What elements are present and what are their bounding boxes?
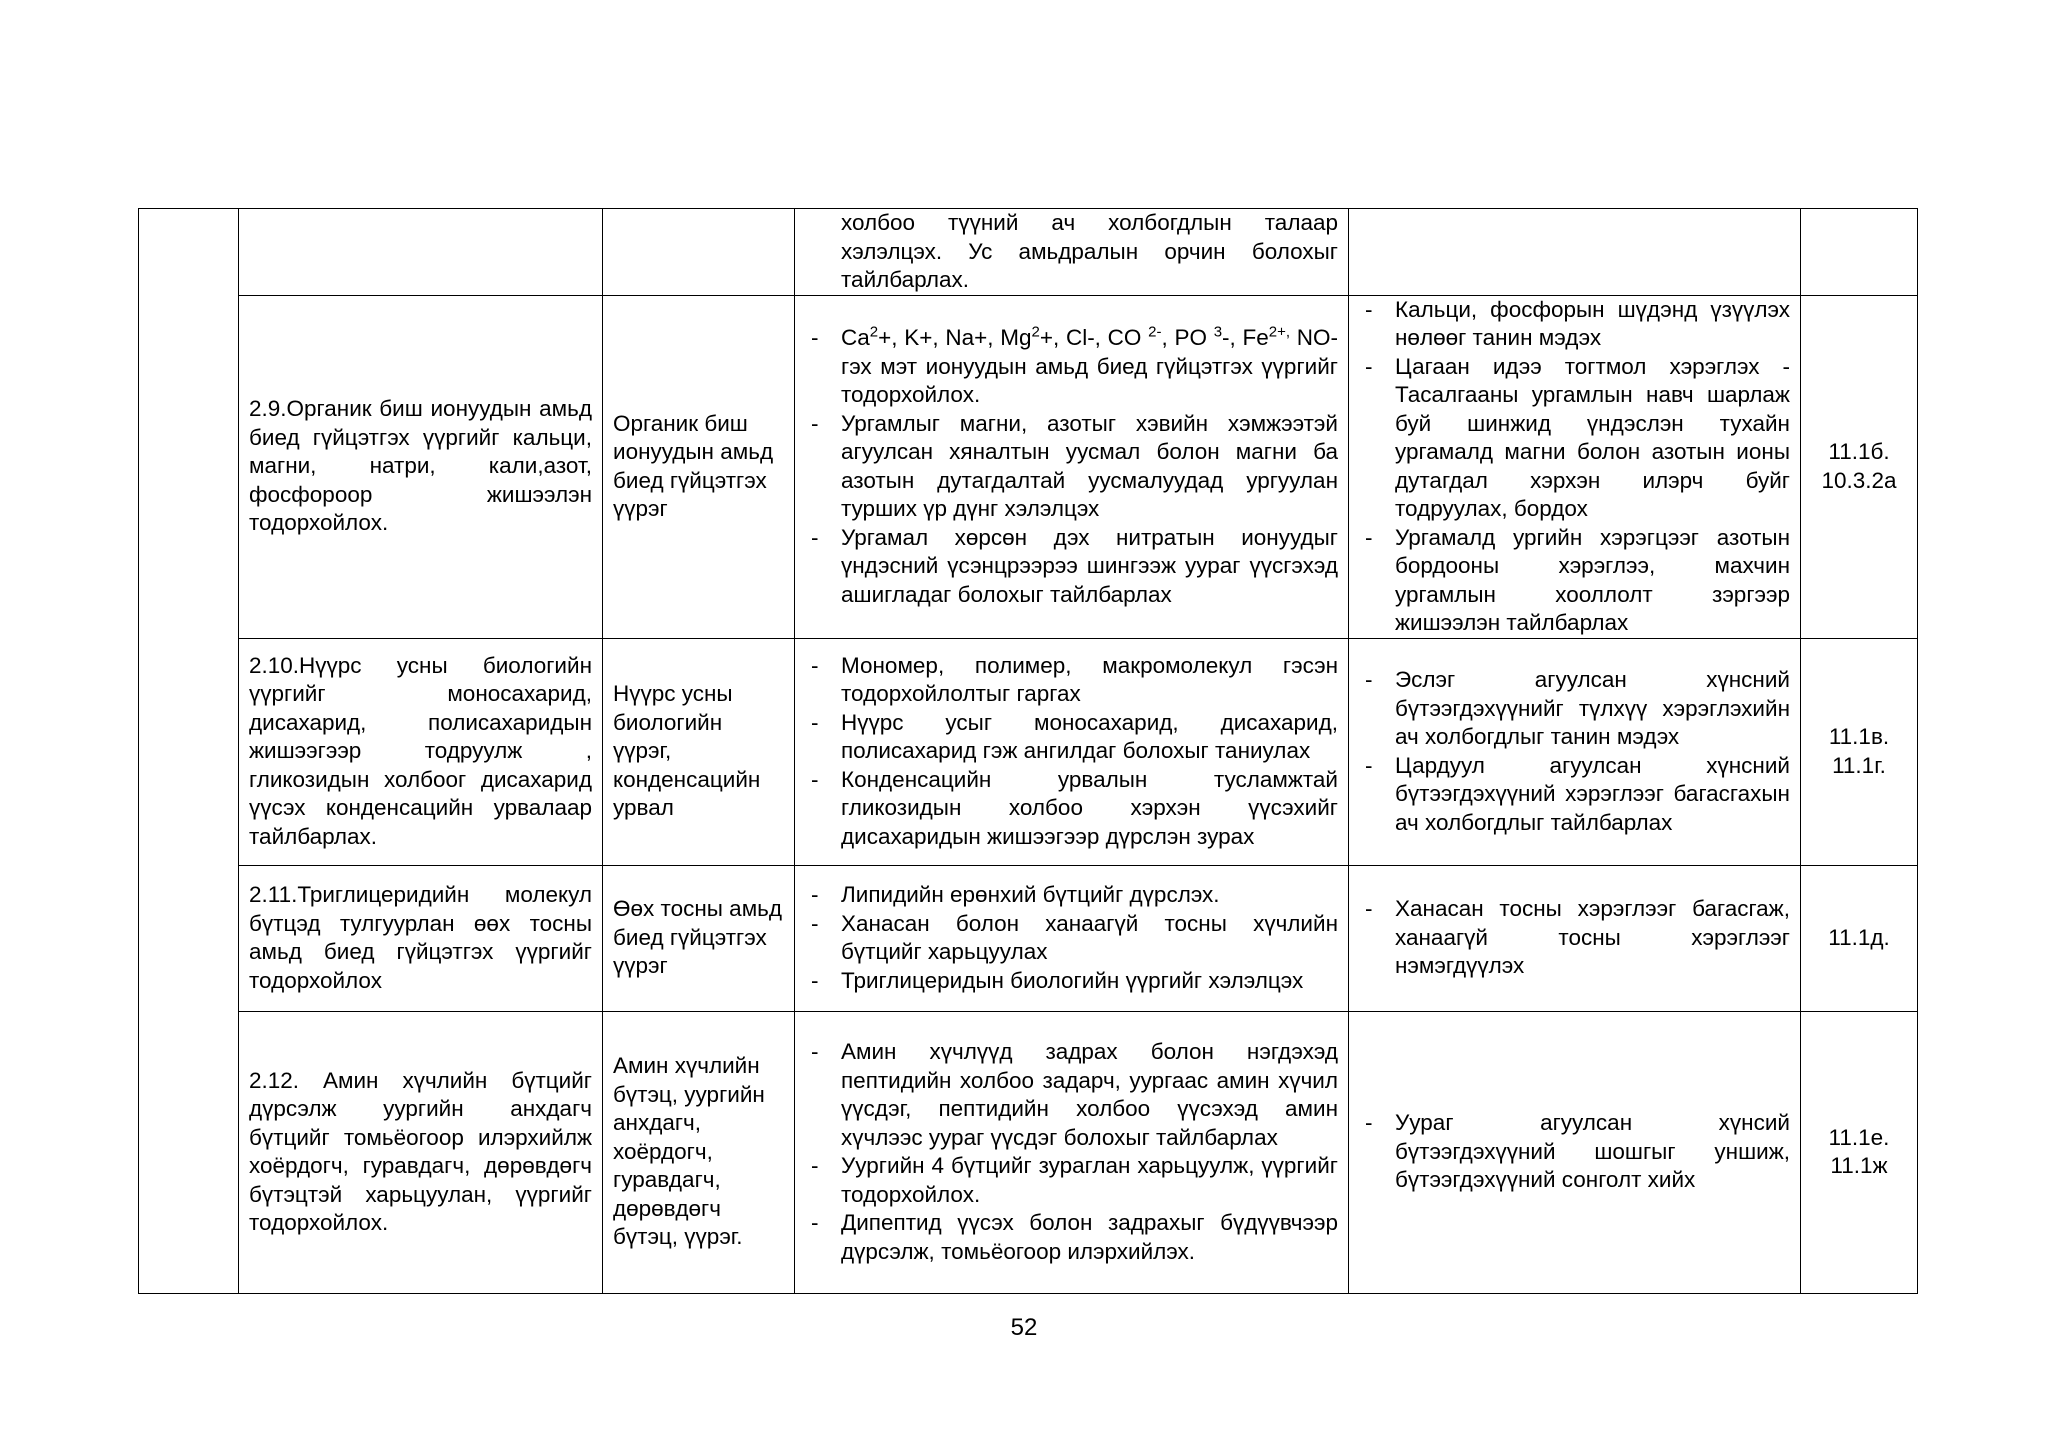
activity-item: - Триглицеридын биологийн үүргийг хэлэлцэх: [805, 967, 1338, 996]
application-item: - Уураг агуулсан хүнсий бүтээгдэхүүний шошгыг уншиж, бүтээгдэхүүний сонголт хийх: [1359, 1109, 1790, 1195]
activities-cell: [795, 209, 1349, 296]
page-number: 52: [1010, 1314, 1038, 1341]
topic-cell: Нүүрс усны биологийн үүрэг, конденсацийн урвал: [603, 638, 795, 865]
objective-cell: 2.10.Нүүрс усны биологийн үүргийг моносахарид, дисахарид, полисахаридын жишээгээр тодруулж , гликозидын холбоог дисахарид үүсэх конденсацийн урвалаар тайлбарлах.: [239, 638, 603, 865]
activities-cell: [795, 295, 1349, 638]
activities-cell: [795, 1011, 1349, 1293]
objective-cell: 2.11.Триглицеридийн молекул бүтцэд тулгуурлан өөх тосны амьд биед гүйцэтгэх үүргийг тодорхойлох: [239, 865, 603, 1011]
activity-item: - Дипептид үүсэх болон задрахыг бүдүүвчээр дүрсэлж, томьёогоор илэрхийлэх.: [805, 1209, 1338, 1266]
applications-cell: [1349, 638, 1801, 865]
activity-item: - Конденсацийн урвалын тусламжтай гликозидын холбоо хэрхэн үүсэхийг дисахаридын жишээгээр дүрслэн зурах: [805, 766, 1338, 852]
activity-continuation: холбоо түүний ач холбогдлын талаар хэлэлцэх. Ус амьдралын орчин болохыг тайлбарлах.: [841, 210, 1338, 292]
applications-cell: [1349, 865, 1801, 1011]
activity-item: - Липидийн ерөнхий бүтцийг дүрслэх.: [805, 881, 1338, 910]
applications-cell: [1349, 295, 1801, 638]
topic-cell: Амин хүчлийн бүтэц, уургийн анхдагч, хоёрдогч, гуравдагч, дөрөвдөгч бүтэц, үүрэг.: [603, 1011, 795, 1293]
application-item: - Эслэг агуулсан хүнсний бүтээгдэхүүнийг түлхүү хэрэглэхийн ач холбогдлыг танин мэдэх: [1359, 666, 1790, 752]
table-row: [139, 638, 1918, 865]
codes-cell: [1801, 209, 1918, 296]
activities-cell: [795, 638, 1349, 865]
table-row: [139, 1011, 1918, 1293]
activity-item: - Ургамлыг магни, азотыг хэвийн хэмжээтэй агуулсан хяналтын уусмал болон магни ба азотын дутагдалтай уусмалуудад ургуулан турших үр дүнг хэлэлцэх: [805, 410, 1338, 524]
activity-item: - Уургийн 4 бүтцийг зураглан харьцуулж, үүргийг тодорхойлох.: [805, 1152, 1338, 1209]
application-item: - Цагаан идээ тогтмол хэрэглэх - Тасалгааны ургамлын навч шарлаж буй шинжид үндэслэн тухайн ургамалд магни болон азотын ионы дутагдал хэрхэн илэрч буйг тодруулах, бордох: [1359, 353, 1790, 524]
applications-cell: [1349, 209, 1801, 296]
application-item: - Цардуул агуулсан хүнсний бүтээгдэхүүний хэрэглээг багасгахын ач холбогдлыг тайлбарлах: [1359, 752, 1790, 838]
topic-cell: Өөх тосны амьд биед гүйцэтгэх үүрэг: [603, 865, 795, 1011]
activity-item: - Нүүрс усыг моносахарид, дисахарид, полисахарид гэж ангилдаг болохыг таниулах: [805, 709, 1338, 766]
codes-cell: 11.1б. 10.3.2а: [1801, 295, 1918, 638]
table-row: [139, 295, 1918, 638]
activity-item: - Мономер, полимер, макромолекул гэсэн тодорхойлолтыг гаргах: [805, 652, 1338, 709]
activity-item: - $Ca^2+$, K+, Na+, $Mg^2+$, Cl-, CO $^{2-}$, PO $^3$-, $Fe^{2+,}$ NO- гэх мэт ионуудын амьд биед гүйцэтгэх үүргийг тодорхойлох.: [805, 324, 1338, 410]
activity-item: - Ургамал хөрсөн дэх нитратын ионуудыг үндэсний үсэнцрээрээ шингээж уураг үүсгэхэд ашигладаг болохыг тайлбарлах: [805, 524, 1338, 610]
codes-cell: 11.1е. 11.1ж: [1801, 1011, 1918, 1293]
application-item: - Кальци, фосфорын шүдэнд үзүүлэх нөлөөг танин мэдэх: [1359, 296, 1790, 353]
row-header-cell: [139, 209, 239, 1294]
objective-cell: [239, 209, 603, 296]
application-item: - Ханасан тосны хэрэглээг багасгаж, ханаагүй тосны хэрэглээг нэмэгдүүлэх: [1359, 895, 1790, 981]
activity-item: - Амин хүчлүүд задрах болон нэгдэхэд пептидийн холбоо задарч, уургаас амин хүчил үүсдэг, пептидийн холбоо үүсэхэд амин хүчлээс уураг үүсдэг болохыг тайлбарлах: [805, 1038, 1338, 1152]
objective-cell: 2.12. Амин хүчлийн бүтцийг дүрсэлж уургийн анхдагч бүтцийг томьёогоор илэрхийлж хоёрдогч, гуравдагч, дөрөвдөгч бүтэцтэй харьцуулан, үүргийг тодорхойлох.: [239, 1011, 603, 1293]
objective-cell: 2.9.Органик биш ионуудын амьд биед гүйцэтгэх үүргийг кальци, магни, натри, кали,азот, фосфороор жишээлэн тодорхойлох.: [239, 295, 603, 638]
codes-cell: 11.1д.: [1801, 865, 1918, 1011]
topic-cell: [603, 209, 795, 296]
applications-cell: [1349, 1011, 1801, 1293]
curriculum-table: [138, 208, 1918, 1294]
activities-cell: [795, 865, 1349, 1011]
topic-cell: Органик биш ионуудын амьд биед гүйцэтгэх үүрэг: [603, 295, 795, 638]
activity-item: - Ханасан болон ханаагүй тосны хүчлийн бүтцийг харьцуулах: [805, 910, 1338, 967]
application-item: - Ургамалд ургийн хэрэгцээг азотын бордооны хэрэглээ, махчин ургамлын хооллолт зэргээр жишээлэн тайлбарлах: [1359, 524, 1790, 638]
table-row: [139, 209, 1918, 296]
codes-cell: 11.1в. 11.1г.: [1801, 638, 1918, 865]
table-row: [139, 865, 1918, 1011]
